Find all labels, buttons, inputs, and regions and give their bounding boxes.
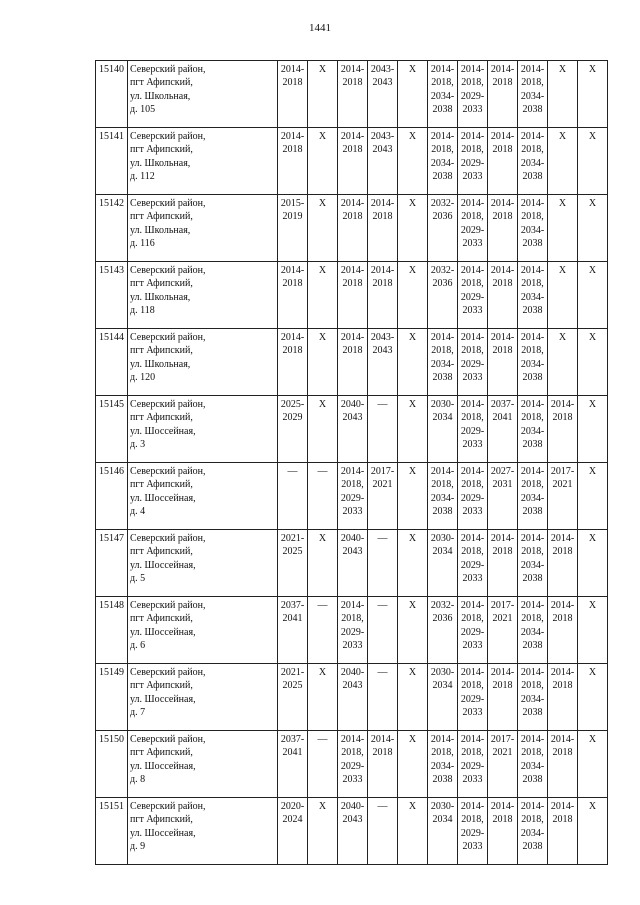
row-number: 15143 <box>96 262 128 329</box>
period-cell: X <box>578 396 608 463</box>
period-cell: 2014- 2018 <box>278 329 308 396</box>
period-cell: 2014- 2018, 2029- 2033 <box>458 597 488 664</box>
period-cell: X <box>548 195 578 262</box>
period-cell: X <box>308 262 338 329</box>
period-cell: — <box>308 597 338 664</box>
period-cell: 2014- 2018 <box>488 798 518 865</box>
period-cell: X <box>578 329 608 396</box>
period-cell: 2040- 2043 <box>338 664 368 731</box>
period-cell: X <box>398 262 428 329</box>
period-cell: 2014- 2018, 2029- 2033 <box>458 262 488 329</box>
period-cell: X <box>398 195 428 262</box>
period-cell: X <box>398 530 428 597</box>
period-cell: — <box>278 463 308 530</box>
period-cell: 2014- 2018, 2029- 2033 <box>458 530 488 597</box>
period-cell: 2014- 2018 <box>368 731 398 798</box>
address-cell: Северский район, пгт Афипский, ул. Школьная, д. 118 <box>128 262 278 329</box>
period-cell: — <box>368 530 398 597</box>
period-cell: 2014- 2018, 2034- 2038 <box>428 61 458 128</box>
row-number: 15141 <box>96 128 128 195</box>
period-cell: 2037- 2041 <box>278 597 308 664</box>
period-cell: 2043- 2043 <box>368 61 398 128</box>
period-cell: 2014- 2018, 2034- 2038 <box>518 664 548 731</box>
period-cell: X <box>398 731 428 798</box>
period-cell: 2014- 2018, 2034- 2038 <box>518 798 548 865</box>
table-row <box>96 61 608 128</box>
period-cell: 2014- 2018, 2029- 2033 <box>338 731 368 798</box>
period-cell: 2030- 2034 <box>428 396 458 463</box>
period-cell: X <box>308 195 338 262</box>
address-cell: Северский район, пгт Афипский, ул. Шоссейная, д. 6 <box>128 597 278 664</box>
period-cell: 2014- 2018 <box>338 195 368 262</box>
period-cell: 2014- 2018, 2029- 2033 <box>338 597 368 664</box>
period-cell: 2014- 2018, 2034- 2038 <box>518 195 548 262</box>
period-cell: 2014- 2018, 2034- 2038 <box>518 530 548 597</box>
table-row <box>96 396 608 463</box>
period-cell: 2015- 2019 <box>278 195 308 262</box>
repair-schedule-table <box>95 60 608 865</box>
period-cell: X <box>578 128 608 195</box>
period-cell: 2017- 2021 <box>488 597 518 664</box>
row-number: 15145 <box>96 396 128 463</box>
row-number: 15146 <box>96 463 128 530</box>
period-cell: X <box>578 731 608 798</box>
period-cell: 2030- 2034 <box>428 664 458 731</box>
row-number: 15142 <box>96 195 128 262</box>
period-cell: — <box>368 396 398 463</box>
period-cell: 2014- 2018, 2034- 2038 <box>518 262 548 329</box>
period-cell: — <box>308 463 338 530</box>
period-cell: X <box>398 329 428 396</box>
address-cell: Северский район, пгт Афипский, ул. Школьная, д. 116 <box>128 195 278 262</box>
period-cell: 2014- 2018 <box>548 396 578 463</box>
table-row <box>96 530 608 597</box>
period-cell: 2014- 2018, 2029- 2033 <box>338 463 368 530</box>
period-cell: 2014- 2018, 2029- 2033 <box>458 463 488 530</box>
table-row <box>96 798 608 865</box>
period-cell: 2014- 2018 <box>338 128 368 195</box>
period-cell: 2014- 2018, 2034- 2038 <box>518 731 548 798</box>
period-cell: 2040- 2043 <box>338 798 368 865</box>
period-cell: X <box>398 597 428 664</box>
period-cell: X <box>578 195 608 262</box>
period-cell: 2021- 2025 <box>278 664 308 731</box>
period-cell: — <box>368 664 398 731</box>
period-cell: 2025- 2029 <box>278 396 308 463</box>
period-cell: 2014- 2018, 2034- 2038 <box>518 597 548 664</box>
period-cell: 2014- 2018 <box>488 61 518 128</box>
period-cell: 2014- 2018 <box>548 664 578 731</box>
period-cell: 2014- 2018, 2034- 2038 <box>518 61 548 128</box>
period-cell: 2040- 2043 <box>338 530 368 597</box>
period-cell: 2014- 2018 <box>488 128 518 195</box>
address-cell: Северский район, пгт Афипский, ул. Шоссейная, д. 7 <box>128 664 278 731</box>
period-cell: 2037- 2041 <box>488 396 518 463</box>
period-cell: 2014- 2018 <box>488 664 518 731</box>
period-cell: 2040- 2043 <box>338 396 368 463</box>
period-cell: 2014- 2018 <box>368 262 398 329</box>
period-cell: 2014- 2018 <box>548 731 578 798</box>
period-cell: 2014- 2018, 2034- 2038 <box>428 731 458 798</box>
page-number: 1441 <box>309 22 331 34</box>
period-cell: X <box>548 61 578 128</box>
table-row <box>96 463 608 530</box>
period-cell: 2014- 2018 <box>278 61 308 128</box>
period-cell: 2014- 2018 <box>488 262 518 329</box>
period-cell: 2021- 2025 <box>278 530 308 597</box>
period-cell: 2014- 2018, 2029- 2033 <box>458 731 488 798</box>
period-cell: X <box>308 61 338 128</box>
period-cell: 2030- 2034 <box>428 530 458 597</box>
period-cell: X <box>578 664 608 731</box>
period-cell: X <box>398 463 428 530</box>
period-cell: X <box>548 262 578 329</box>
table-row <box>96 731 608 798</box>
address-cell: Северский район, пгт Афипский, ул. Шоссейная, д. 4 <box>128 463 278 530</box>
period-cell: — <box>368 597 398 664</box>
period-cell: X <box>548 329 578 396</box>
period-cell: 2030- 2034 <box>428 798 458 865</box>
table-row <box>96 195 608 262</box>
period-cell: X <box>308 329 338 396</box>
address-cell: Северский район, пгт Афипский, ул. Школьная, д. 112 <box>128 128 278 195</box>
address-cell: Северский район, пгт Афипский, ул. Шоссейная, д. 3 <box>128 396 278 463</box>
period-cell: X <box>308 396 338 463</box>
period-cell: 2014- 2018 <box>488 195 518 262</box>
period-cell: 2014- 2018 <box>548 597 578 664</box>
row-number: 15149 <box>96 664 128 731</box>
period-cell: 2014- 2018, 2029- 2033 <box>458 329 488 396</box>
period-cell: — <box>308 731 338 798</box>
period-cell: 2014- 2018, 2034- 2038 <box>518 128 548 195</box>
period-cell: 2014- 2018 <box>368 195 398 262</box>
table-row <box>96 597 608 664</box>
period-cell: 2037- 2041 <box>278 731 308 798</box>
row-number: 15147 <box>96 530 128 597</box>
period-cell: X <box>578 530 608 597</box>
period-cell: 2014- 2018, 2034- 2038 <box>518 463 548 530</box>
period-cell: 2014- 2018, 2029- 2033 <box>458 195 488 262</box>
period-cell: 2032- 2036 <box>428 262 458 329</box>
period-cell: 2014- 2018, 2029- 2033 <box>458 128 488 195</box>
period-cell: 2020- 2024 <box>278 798 308 865</box>
period-cell: 2014- 2018, 2034- 2038 <box>518 396 548 463</box>
table-row <box>96 329 608 396</box>
period-cell: 2017- 2021 <box>488 731 518 798</box>
period-cell: 2032- 2036 <box>428 597 458 664</box>
period-cell: 2027- 2031 <box>488 463 518 530</box>
table-row <box>96 262 608 329</box>
period-cell: 2014- 2018, 2034- 2038 <box>428 329 458 396</box>
period-cell: 2014- 2018 <box>488 530 518 597</box>
period-cell: 2017- 2021 <box>548 463 578 530</box>
period-cell: X <box>398 128 428 195</box>
period-cell: 2014- 2018 <box>338 61 368 128</box>
period-cell: X <box>398 798 428 865</box>
period-cell: 2014- 2018, 2034- 2038 <box>518 329 548 396</box>
period-cell: 2014- 2018, 2029- 2033 <box>458 61 488 128</box>
period-cell: X <box>578 798 608 865</box>
address-cell: Северский район, пгт Афипский, ул. Школьная, д. 120 <box>128 329 278 396</box>
row-number: 15151 <box>96 798 128 865</box>
period-cell: 2014- 2018, 2029- 2033 <box>458 396 488 463</box>
period-cell: X <box>308 664 338 731</box>
address-cell: Северский район, пгт Афипский, ул. Шоссейная, д. 9 <box>128 798 278 865</box>
address-cell: Северский район, пгт Афипский, ул. Школьная, д. 105 <box>128 61 278 128</box>
table-row <box>96 128 608 195</box>
address-cell: Северский район, пгт Афипский, ул. Шоссейная, д. 5 <box>128 530 278 597</box>
period-cell: 2014- 2018 <box>488 329 518 396</box>
period-cell: 2017- 2021 <box>368 463 398 530</box>
period-cell: X <box>398 61 428 128</box>
period-cell: 2014- 2018, 2034- 2038 <box>428 463 458 530</box>
period-cell: 2032- 2036 <box>428 195 458 262</box>
period-cell: 2014- 2018 <box>278 262 308 329</box>
period-cell: X <box>308 530 338 597</box>
period-cell: 2014- 2018, 2029- 2033 <box>458 798 488 865</box>
period-cell: X <box>578 463 608 530</box>
period-cell: X <box>308 798 338 865</box>
period-cell: 2014- 2018, 2029- 2033 <box>458 664 488 731</box>
row-number: 15150 <box>96 731 128 798</box>
period-cell: 2014- 2018, 2034- 2038 <box>428 128 458 195</box>
row-number: 15148 <box>96 597 128 664</box>
period-cell: 2014- 2018 <box>278 128 308 195</box>
period-cell: 2014- 2018 <box>338 262 368 329</box>
period-cell: — <box>368 798 398 865</box>
row-number: 15140 <box>96 61 128 128</box>
address-cell: Северский район, пгт Афипский, ул. Шоссейная, д. 8 <box>128 731 278 798</box>
period-cell: 2014- 2018 <box>548 798 578 865</box>
period-cell: X <box>398 664 428 731</box>
period-cell: 2043- 2043 <box>368 128 398 195</box>
period-cell: 2014- 2018 <box>338 329 368 396</box>
period-cell: X <box>398 396 428 463</box>
period-cell: 2014- 2018 <box>548 530 578 597</box>
period-cell: X <box>578 262 608 329</box>
table-body <box>96 61 608 865</box>
period-cell: X <box>548 128 578 195</box>
period-cell: X <box>578 61 608 128</box>
period-cell: 2043- 2043 <box>368 329 398 396</box>
row-number: 15144 <box>96 329 128 396</box>
period-cell: X <box>308 128 338 195</box>
table-row <box>96 664 608 731</box>
period-cell: X <box>578 597 608 664</box>
